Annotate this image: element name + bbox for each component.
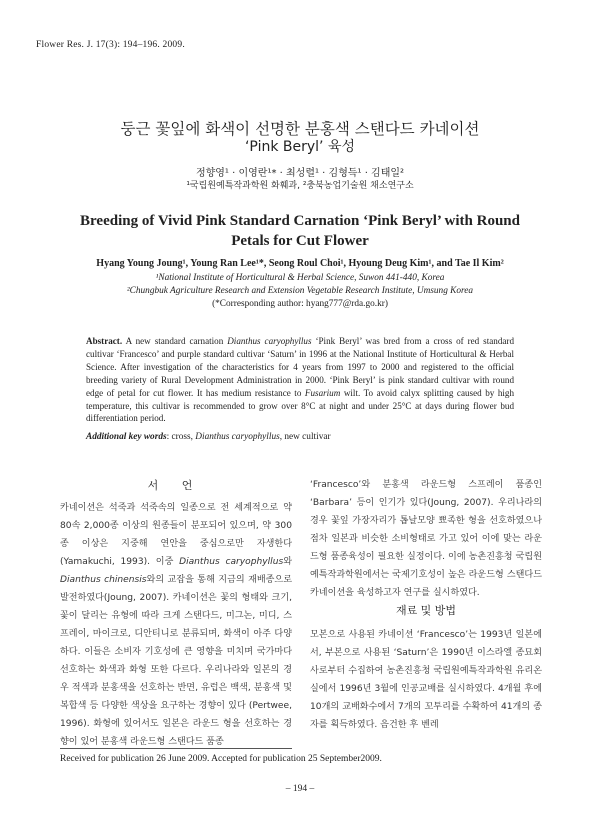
intro-text-1: 카네이션은 석죽과 석죽속의 일종으로 전 세계적으로 약 80속 2,000종 이상의 원종들이 분포되어 있으며, 약 300종 이상은 지중해 연안을 중심으로만 자생한다 (Yamakuchi, 1993). 이중 xyxy=(60,503,292,567)
keywords-label: Additional key words xyxy=(86,432,167,442)
korean-authors: 정향영¹ · 이영란¹* · 최성렬¹ · 김형득¹ · 김태일² xyxy=(195,168,405,179)
journal-citation: Flower Res. J. 17(3): 194–196. 2009. xyxy=(36,40,185,50)
introduction-continued: ‘Francesco’와 분홍색 라운드형 스프레이 품종인 ‘Barbara’ 등이 인기가 있다(Joung, 2007). 우리나라의 경우 꽃잎 가장자리가 톱날모양 뾰족한 형을 선호하였으나 점차 일본과 비슷한 소비형태로 가고 있어 이에 맞는 라운드형 품종육성이 필요한 실정이다. 이에 농촌진흥청 국립원예특작과학원에서는 국제기호성이 높은 라운드형 스탠다드 카네이션을 육성하고자 연구를 실시하였다. xyxy=(310,480,542,598)
abstract-text-1: A new standard carnation xyxy=(122,336,228,346)
english-title-line2: Petals for Cut Flower xyxy=(231,233,369,249)
korean-title-line2: ‘Pink Beryl’ 육성 xyxy=(244,139,355,155)
intro-text-2: 와 xyxy=(283,557,292,567)
affiliation-2: ²Chungbuk Agriculture Research and Extension Vegetable Research Institute, Umsung Korea xyxy=(126,286,474,296)
korean-title-line1: 둥근 꽃잎에 화색이 선명한 분홍색 스탠다드 카네이션 xyxy=(120,120,480,138)
english-title xyxy=(0,211,600,251)
korean-affiliations: ¹국립원예특작과학원 화훼과, ²충북농업기술원 채소연구소 xyxy=(186,181,414,191)
english-authors: Hyang Young Joung¹, Young Ran Lee¹*, Seong Roul Choi¹, Hyoung Deug Kim¹, and Tae Il Kim² xyxy=(96,258,504,269)
footnote-divider xyxy=(60,748,292,749)
english-title-line1: Breeding of Vivid Pink Standard Carnation ‘Pink Beryl’ with Round xyxy=(80,213,520,229)
abstract-text-3: wilt. To avoid calyx splitting caused by high temperature, this cultivar is recommended to grow over 8°C at night and under 25°C at days during flower bud differentiation period. xyxy=(86,387,515,424)
page-number: – 194 – xyxy=(285,784,315,794)
abstract-label: Abstract. xyxy=(86,336,123,346)
keywords-text-1: : cross, xyxy=(166,432,196,442)
affiliation-1: ¹National Institute of Horticultural & Herbal Science, Suwon 441-440, Korea xyxy=(155,273,445,283)
footnote: Received for publication 26 June 2009. Accepted for publication 25 September2009. xyxy=(60,754,382,764)
section-heading-methods: 재료 및 방법 xyxy=(395,604,457,617)
corresponding-author: (*Corresponding author: hyang777@rda.go.kr) xyxy=(212,299,388,309)
intro-species-2: Dianthus chinensis xyxy=(60,575,147,585)
abstract-text-2: ‘Pink Beryl’ was bred from a cross of red standard cultivar ‘Francesco’ and purple standard cultivar ‘Saturn’ in 1996 at the National Institute of Horticultural & Herbal Science. After investigation of the characteristics for 4 years from 1997 to 2000 and registered to the official breeding variety of Rural Development Administration in 2000. ‘Pink Beryl’ is pink standard cultivar with round edge of petal for cut flower. It has medium resistance to xyxy=(86,336,514,398)
keywords-species: Dianthus caryophyllus xyxy=(195,432,280,442)
keywords-text-2: , new cultivar xyxy=(279,432,331,442)
abstract-species: Dianthus caryophyllus xyxy=(227,336,312,346)
intro-species-1: Dianthus caryophyllus xyxy=(179,557,284,567)
section-heading-introduction: 서 언 xyxy=(147,479,203,492)
abstract-fusarium: Fusarium xyxy=(304,387,341,398)
keywords xyxy=(86,432,516,442)
abstract xyxy=(86,335,514,425)
introduction-body xyxy=(60,499,292,751)
methods-body: 모본으로 사용된 카네이션 ‘Francesco’는 1993년 일본에서, 부본으로 사용된 ‘Saturn’은 1990년 이스라엘 종묘회사로부터 수집하여 농촌진흥청 국립원예특작과학원 유리온실에서 1996년 3월에 인공교배를 실시하였다. 4개월 후에 10개의 교배화수에서 7개의 꼬투리를 수확하여 41개의 종자를 획득하였다. 음건한 후 벤레 xyxy=(310,630,542,730)
intro-text-3: 와의 교잡을 통해 지금의 재배종으로 발전하였다(Joung, 2007). 카네이션은 꽃의 형태와 크기, 꽃이 달리는 유형에 따라 크게 스탠다드, 미그논, 미디, 스프레이, 마이크로, 디안티니로 분류되며, 화색이 아주 다양하다. 이들은 소비자 기호성에 큰 영향을 미치며 국가마다 선호하는 화색과 화형 또한 다르다. 우리나라와 일본의 경우 적색과 분홍색을 선호하는 반면, 유럽은 백색, 분홍색 및 복합색 등 다양한 색상을 요구하는 경향이 있다 (Pertwee, 1996). 화형에 있어서도 일본은 라운드 형을 선호하는 경향이 있어 분홍색 라운드형 스탠다드 품종 xyxy=(60,575,292,747)
